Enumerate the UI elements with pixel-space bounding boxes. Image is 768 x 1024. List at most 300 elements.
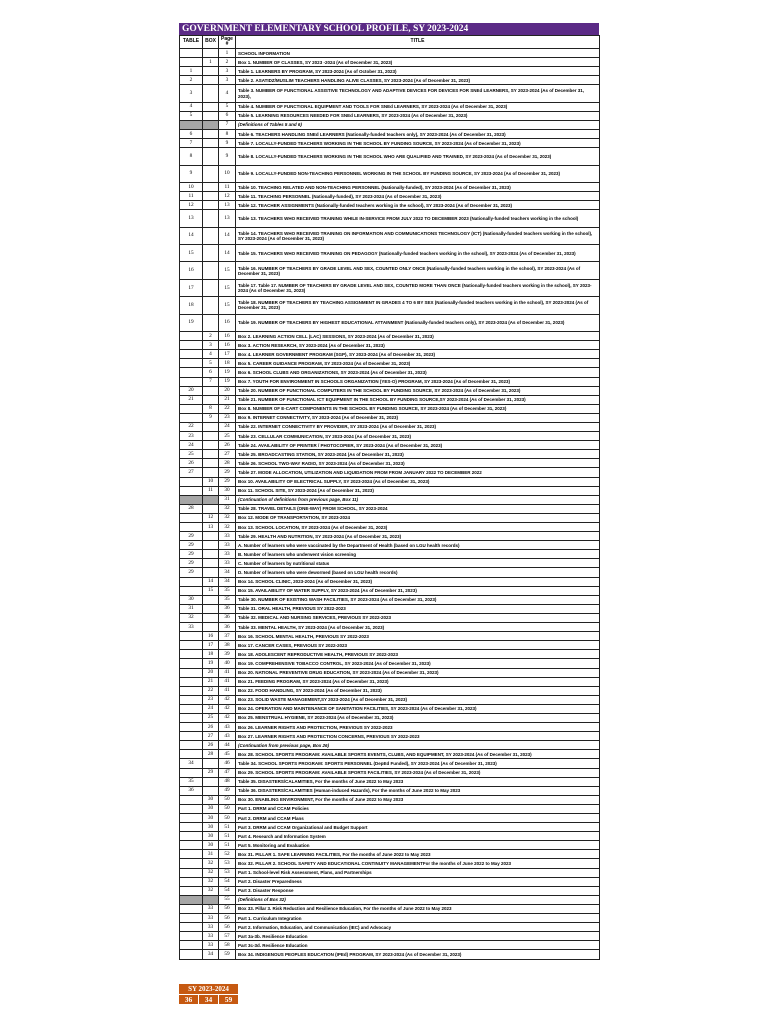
cell-table-number: 34 xyxy=(180,759,203,768)
cell-table-number xyxy=(180,513,203,522)
cell-page-number: 43 xyxy=(219,732,236,741)
table-row xyxy=(180,413,600,422)
cell-box-number xyxy=(203,441,219,450)
cell-table-number: 2 xyxy=(180,76,203,85)
cell-box-number xyxy=(203,759,219,768)
table-row xyxy=(180,532,600,541)
cell-page-number: 22 xyxy=(219,404,236,413)
cell-page-number: 33 xyxy=(219,541,236,550)
cell-page-number: 49 xyxy=(219,786,236,795)
table-row xyxy=(180,804,600,813)
cell-table-number xyxy=(180,586,203,595)
cell-table-number: 27 xyxy=(180,468,203,477)
cell-title: Table 7. LOCALLY-FUNDED TEACHERS WORKING IN THE SCHOOL BY FUNDING SOURCE, SY 2023-2024 (As of December 31, 2023) xyxy=(236,139,600,148)
table-row xyxy=(180,677,600,686)
cell-table-number: 33 xyxy=(180,623,203,632)
cell-box-number xyxy=(203,130,219,139)
table-row xyxy=(180,111,600,120)
table-row xyxy=(180,814,600,823)
table-row xyxy=(180,504,600,513)
cell-table-number xyxy=(180,832,203,841)
cell-page-number: 36 xyxy=(219,604,236,613)
cell-title: SCHOOL INFORMATION xyxy=(236,49,600,58)
table-row xyxy=(180,139,600,148)
cell-title: Box 12. MODE OF TRANSPORTATION, SY 2023-2024 xyxy=(236,513,600,522)
cell-page-number: 36 xyxy=(219,623,236,632)
cell-title: Box 34. INDIGENOUS PEOPLES EDUCATION (IPEd) PROGRAM, SY 2023-2024 (As of December 31, 2023) xyxy=(236,950,600,959)
table-row xyxy=(180,441,600,450)
header-title: TITLE xyxy=(236,36,600,49)
table-row xyxy=(180,786,600,795)
cell-title: Box 22. FOOD HANDLING, SY 2023-2024 (As of December 31, 2023) xyxy=(236,686,600,695)
cell-page-number: 43 xyxy=(219,723,236,732)
cell-title: (Definitions of Box 32) xyxy=(236,895,600,904)
cell-box-number xyxy=(203,85,219,102)
cell-title: Table 35. DISASTERS/CALAMITIES, For the months of June 2022 to May 2023 xyxy=(236,777,600,786)
cell-page-number: 8 xyxy=(219,130,236,139)
summary-box-count: 34 xyxy=(198,995,218,1004)
cell-page-number: 35 xyxy=(219,586,236,595)
cell-box-number: 16 xyxy=(203,632,219,641)
cell-page-number: 10 xyxy=(219,165,236,182)
cell-table-number xyxy=(180,904,203,913)
cell-title: Table 18. NUMBER OF TEACHERS BY TEACHING ASSIGNMENT IN GRADES 4 TO 6 BY SEX (Nationally-funded teachers working in the school), SY 2023-2024 (As of December 31, 2023) xyxy=(236,297,600,314)
cell-page-number: 24 xyxy=(219,422,236,431)
cell-page-number: 36 xyxy=(219,613,236,622)
cell-page-number: 9 xyxy=(219,139,236,148)
cell-box-number xyxy=(203,76,219,85)
cell-table-number: 31 xyxy=(180,604,203,613)
table-row xyxy=(180,227,600,244)
cell-title: Table 5. LEARNING RESOURCES NEEDED FOR SNEd LEARNERS, SY 2023-2024 (As of December 31, 2023) xyxy=(236,111,600,120)
table-row xyxy=(180,868,600,877)
cell-box-number xyxy=(203,192,219,201)
cell-box-number: 9 xyxy=(203,413,219,422)
table-row xyxy=(180,859,600,868)
table-row xyxy=(180,659,600,668)
cell-table-number xyxy=(180,923,203,932)
cell-page-number: 14 xyxy=(219,245,236,262)
cell-table-number: 4 xyxy=(180,102,203,111)
table-row xyxy=(180,67,600,76)
cell-title: Table 13. TEACHERS WHO RECEIVED TRAINING WHILE IN-SERVICE FROM JULY 2022 TO DECEMBER 2023 (Nationally-funded teachers working in the school) xyxy=(236,210,600,227)
cell-box-number: 30 xyxy=(203,804,219,813)
cell-table-number: 29 xyxy=(180,550,203,559)
cell-page-number: 57 xyxy=(219,932,236,941)
cell-table-number xyxy=(180,750,203,759)
cell-page-number: 45 xyxy=(219,750,236,759)
cell-box-number: 30 xyxy=(203,823,219,832)
table-row xyxy=(180,732,600,741)
cell-box-number: 23 xyxy=(203,695,219,704)
table-row xyxy=(180,201,600,210)
cell-title: Box 28. SCHOOL SPORTS PROGRAM: AVAILABLE SPORTS EVENTS, CLUBS, AND EQUIPMENT, SY 2023-2024 (As of December 31, 2023) xyxy=(236,750,600,759)
cell-page-number: 21 xyxy=(219,395,236,404)
cell-page-number: 37 xyxy=(219,632,236,641)
cell-page-number: 17 xyxy=(219,350,236,359)
table-row xyxy=(180,477,600,486)
cell-title: Table 32. MEDICAL AND NURSING SERVICES, PREVIOUS SY 2022-2023 xyxy=(236,613,600,622)
cell-box-number: 33 xyxy=(203,923,219,932)
cell-title: Table 16. NUMBER OF TEACHERS BY GRADE LEVEL AND SEX, COUNTED ONLY ONCE (Nationally-funded teachers working in the school), SY 2023-2024 (As of December 31, 2023) xyxy=(236,262,600,279)
cell-box-number xyxy=(203,165,219,182)
table-row xyxy=(180,377,600,386)
cell-box-number: 20 xyxy=(203,668,219,677)
cell-table-number: 6 xyxy=(180,130,203,139)
cell-page-number: 4 xyxy=(219,85,236,102)
cell-page-number: 15 xyxy=(219,279,236,296)
cell-title: Box 7. YOUTH FOR ENVIRONMENT IN SCHOOLS ORGANIZATION (YES-O) PROGRAM, SY 2023-2024 (As of December 31, 2023) xyxy=(236,377,600,386)
cell-table-number: 29 xyxy=(180,568,203,577)
cell-table-number: 20 xyxy=(180,386,203,395)
cell-page-number: 7 xyxy=(219,120,236,129)
cell-box-number: 32 xyxy=(203,877,219,886)
cell-table-number: 29 xyxy=(180,559,203,568)
cell-title: D. Number of learners who were dewormed (based on LGU health records) xyxy=(236,568,600,577)
summary-table-count: 36 xyxy=(184,995,193,1004)
table-row xyxy=(180,85,600,102)
cell-title: Box 4. LEARNER GOVERNMENT PROGRAM (SGP), SY 2023-2024 (As of December 31, 2023) xyxy=(236,350,600,359)
cell-box-number xyxy=(203,550,219,559)
cell-table-number xyxy=(180,632,203,641)
cell-box-number: 31 xyxy=(203,850,219,859)
table-row xyxy=(180,623,600,632)
profile-index-sheet xyxy=(179,23,599,960)
cell-box-number: 33 xyxy=(203,932,219,941)
cell-page-number: 34 xyxy=(219,568,236,577)
cell-table-number xyxy=(180,877,203,886)
cell-page-number: 9 xyxy=(219,148,236,165)
cell-table-number xyxy=(180,120,203,129)
cell-title: Box 21. FEEDING PROGRAM, SY 2023-2024 (As of December 31, 2023) xyxy=(236,677,600,686)
cell-page-number: 32 xyxy=(219,523,236,532)
table-row xyxy=(180,850,600,859)
cell-table-number xyxy=(180,932,203,941)
cell-table-number xyxy=(180,804,203,813)
cell-title: (Continuation from previous page, Box 26) xyxy=(236,741,600,750)
cell-title: Table 10. TEACHING RELATED AND NON-TEACHING PERSONNEL (Nationally-funded), SY 2023-2024 (As of December 31, 2023) xyxy=(236,183,600,192)
cell-title: Part 4. Research and Information System xyxy=(236,832,600,841)
cell-box-number xyxy=(203,786,219,795)
table-row xyxy=(180,495,600,504)
cell-title: Part 3. Disaster Response xyxy=(236,886,600,895)
cell-box-number xyxy=(203,314,219,331)
cell-page-number: 38 xyxy=(219,641,236,650)
cell-title: Table 11. TEACHING PERSONNEL (Nationally-funded), SY 2023-2024 (As of December 31, 2023) xyxy=(236,192,600,201)
cell-page-number: 40 xyxy=(219,659,236,668)
table-row xyxy=(180,314,600,331)
table-row xyxy=(180,559,600,568)
cell-title: Table 9. LOCALLY-FUNDED NON-TEACHING PERSONNEL WORKING IN THE SCHOOL BY FUNDING SOURCE, SY 2023-2024 (As of December 31, 2023) xyxy=(236,165,600,182)
summary-page-count: 59 xyxy=(218,995,238,1004)
table-row xyxy=(180,148,600,165)
cell-box-number xyxy=(203,623,219,632)
cell-table-number xyxy=(180,868,203,877)
cell-title: Part 1. Curriculum Integration xyxy=(236,914,600,923)
cell-table-number: 1 xyxy=(180,67,203,76)
cell-table-number xyxy=(180,823,203,832)
table-row xyxy=(180,923,600,932)
cell-page-number: 33 xyxy=(219,559,236,568)
cell-table-number: 10 xyxy=(180,183,203,192)
header-row xyxy=(180,36,600,49)
cell-box-number: 22 xyxy=(203,686,219,695)
cell-box-number xyxy=(203,227,219,244)
cell-page-number: 25 xyxy=(219,432,236,441)
cell-table-number: 32 xyxy=(180,613,203,622)
cell-table-number xyxy=(180,413,203,422)
cell-box-number: 6 xyxy=(203,368,219,377)
cell-box-number xyxy=(203,201,219,210)
cell-title: Box 3. ACTION RESEARCH, SY 2023-2024 (As of December 31, 2023) xyxy=(236,341,600,350)
cell-box-number: 32 xyxy=(203,886,219,895)
cell-title: Box 33. Pillar 3. Risk Reduction and Resilience Education, For the months of June 2022 to May 2023 xyxy=(236,904,600,913)
cell-table-number xyxy=(180,332,203,341)
cell-table-number: 24 xyxy=(180,441,203,450)
cell-box-number: 13 xyxy=(203,523,219,532)
cell-table-number: 5 xyxy=(180,111,203,120)
cell-table-number xyxy=(180,686,203,695)
cell-title: Table 36. DISASTERS/CALAMITIES (Human-induced Hazards), For the months of June 2022 to May 2023 xyxy=(236,786,600,795)
cell-box-number: 33 xyxy=(203,941,219,950)
cell-table-number: 9 xyxy=(180,165,203,182)
table-row xyxy=(180,759,600,768)
cell-page-number: 51 xyxy=(219,841,236,850)
table-row xyxy=(180,768,600,777)
cell-table-number xyxy=(180,941,203,950)
cell-title: Box 24. OPERATION AND MAINTENANCE OF SANITATION FACILITIES, SY 2023-2024 (As of December 31, 2023) xyxy=(236,704,600,713)
cell-title: Table 15. TEACHERS WHO RECEIVED TRAINING ON PEDAGOGY (Nationally-funded teachers working in the school), SY 2023-2024 (As of December 31, 2023) xyxy=(236,245,600,262)
cell-title: Table 25. BROADCASTING STATION, SY 2023-2024 (As of December 31, 2023) xyxy=(236,450,600,459)
cell-page-number: 12 xyxy=(219,192,236,201)
cell-table-number xyxy=(180,713,203,722)
cell-table-number xyxy=(180,668,203,677)
cell-title: Table 21. NUMBER OF FUNCTIONAL ICT EQUIPMENT IN THE SCHOOL BY FUNDING SOURCE,SY 2023-2024 (As of December 31, 2023) xyxy=(236,395,600,404)
cell-page-number: 16 xyxy=(219,332,236,341)
cell-title: Box 9. INTERNET CONNECTIVITY, SY 2023-2024 (As of December 31, 2023) xyxy=(236,413,600,422)
table-row xyxy=(180,58,600,67)
cell-box-number: 28 xyxy=(203,750,219,759)
table-row xyxy=(180,777,600,786)
cell-box-number xyxy=(203,262,219,279)
cell-title: Table 14. TEACHERS WHO RECEIVED TRAINING ON INFORMATION AND COMMUNICATIONS TECHNOLOGY (ICT) (Nationally-funded teachers working in the school), SY 2023-2024 (As of December 31, 2023) xyxy=(236,227,600,244)
table-row xyxy=(180,513,600,522)
table-row xyxy=(180,823,600,832)
cell-page-number: 50 xyxy=(219,814,236,823)
cell-page-number: 51 xyxy=(219,823,236,832)
cell-title: Table 23. CELLULAR COMMUNICATION, SY 2023-2024 (As of December 31, 2023) xyxy=(236,432,600,441)
cell-page-number: 54 xyxy=(219,877,236,886)
cell-table-number: 3 xyxy=(180,85,203,102)
table-row xyxy=(180,192,600,201)
table-row xyxy=(180,550,600,559)
cell-box-number xyxy=(203,120,219,129)
cell-page-number: 47 xyxy=(219,768,236,777)
cell-box-number xyxy=(203,459,219,468)
cell-page-number: 39 xyxy=(219,650,236,659)
cell-box-number: 33 xyxy=(203,904,219,913)
cell-table-number: 11 xyxy=(180,192,203,201)
cell-title: B. Number of learners who underwent vision screening xyxy=(236,550,600,559)
cell-title: Part 2. Information, Education, and Communication (IEC) and Advocacy xyxy=(236,923,600,932)
cell-title: Box 23. SOLID WASTE MANAGEMENT,SY 2023-2024 (As of December 31, 2023) xyxy=(236,695,600,704)
cell-title: Part 5. Monitoring and Evaluation xyxy=(236,841,600,850)
cell-title: Part 1. DRRM and CCAM Policies xyxy=(236,804,600,813)
cell-title: Box 11. SCHOOL SITE, SY 2023-2024 (As of December 31, 2023) xyxy=(236,486,600,495)
cell-box-number xyxy=(203,777,219,786)
table-row xyxy=(180,468,600,477)
cell-table-number xyxy=(180,477,203,486)
cell-title: Table 1. LEARNERS BY PROGRAM, SY 2023-2024 (As of October 31, 2023) xyxy=(236,67,600,76)
table-row xyxy=(180,632,600,641)
cell-title: Box 19. COMPREHENSIVE TOBACCO CONTROL, SY 2023-2024 (As of December 31, 2023) xyxy=(236,659,600,668)
cell-page-number: 42 xyxy=(219,704,236,713)
table-row xyxy=(180,877,600,886)
cell-table-number: 14 xyxy=(180,227,203,244)
cell-box-number xyxy=(203,613,219,622)
cell-table-number xyxy=(180,377,203,386)
cell-table-number xyxy=(180,841,203,850)
cell-page-number: 13 xyxy=(219,201,236,210)
cell-title: A. Number of learners who were vaccinated by the Department of Health (based on LGU health records) xyxy=(236,541,600,550)
cell-title: Box 14. SCHOOL CLINIC, 2023-2024 (As of December 31, 2023) xyxy=(236,577,600,586)
header-page: Page # xyxy=(219,36,236,49)
summary-box xyxy=(179,984,238,1004)
cell-box-number xyxy=(203,422,219,431)
cell-box-number xyxy=(203,895,219,904)
table-row xyxy=(180,450,600,459)
cell-table-number xyxy=(180,49,203,58)
cell-page-number: 1 xyxy=(219,49,236,58)
table-row xyxy=(180,183,600,192)
cell-box-number: 30 xyxy=(203,795,219,804)
cell-table-number: 15 xyxy=(180,245,203,262)
header-table: TABLE xyxy=(180,36,203,49)
cell-box-number: 5 xyxy=(203,359,219,368)
cell-box-number: 7 xyxy=(203,377,219,386)
table-row xyxy=(180,704,600,713)
cell-table-number: 22 xyxy=(180,422,203,431)
table-row xyxy=(180,523,600,532)
cell-page-number: 56 xyxy=(219,914,236,923)
cell-title: Box 15. AVAILABILITY OF WATER SUPPLY, SY 2023-2024 (As of December 31, 2023) xyxy=(236,586,600,595)
cell-page-number: 48 xyxy=(219,777,236,786)
cell-page-number: 46 xyxy=(219,759,236,768)
cell-box-number: 25 xyxy=(203,713,219,722)
cell-page-number: 31 xyxy=(219,495,236,504)
cell-box-number: 29 xyxy=(203,768,219,777)
cell-table-number xyxy=(180,641,203,650)
cell-box-number: 15 xyxy=(203,586,219,595)
cell-page-number: 41 xyxy=(219,677,236,686)
cell-page-number: 27 xyxy=(219,450,236,459)
table-row xyxy=(180,686,600,695)
cell-page-number: 52 xyxy=(219,850,236,859)
table-row xyxy=(180,297,600,314)
cell-table-number xyxy=(180,950,203,959)
cell-box-number: 32 xyxy=(203,868,219,877)
cell-page-number: 15 xyxy=(219,262,236,279)
cell-table-number xyxy=(180,359,203,368)
cell-page-number: 41 xyxy=(219,668,236,677)
cell-page-number: 16 xyxy=(219,341,236,350)
cell-page-number: 55 xyxy=(219,895,236,904)
table-row xyxy=(180,422,600,431)
cell-title: Box 16. SCHOOL MENTAL HEALTH, PREVIOUS SY 2022-2023 xyxy=(236,632,600,641)
cell-page-number: 56 xyxy=(219,923,236,932)
table-row xyxy=(180,650,600,659)
cell-table-number: 18 xyxy=(180,297,203,314)
cell-title: Box 32. PILLAR 2. SCHOOL SAFETY AND EDUCATIONAL CONTINUITY MANAGEMENTFor the months of June 2022 to May 2023 xyxy=(236,859,600,868)
table-row xyxy=(180,904,600,913)
cell-box-number: 26 xyxy=(203,741,219,750)
table-row xyxy=(180,245,600,262)
cell-page-number: 5 xyxy=(219,102,236,111)
cell-box-number: 24 xyxy=(203,704,219,713)
summary-counts xyxy=(179,995,238,1004)
cell-page-number: 3 xyxy=(219,67,236,76)
cell-page-number: 19 xyxy=(219,368,236,377)
cell-box-number: 11 xyxy=(203,486,219,495)
cell-page-number: 54 xyxy=(219,886,236,895)
cell-title: Box 29. SCHOOL SPORTS PROGRAM: AVAILABLE SPORTS FACILITIES, SY 2023-2024 (As of December 31, 2023) xyxy=(236,768,600,777)
cell-box-number: 26 xyxy=(203,723,219,732)
cell-box-number: 8 xyxy=(203,404,219,413)
cell-table-number: 29 xyxy=(180,532,203,541)
cell-box-number: 17 xyxy=(203,641,219,650)
cell-table-number: 19 xyxy=(180,314,203,331)
cell-table-number xyxy=(180,732,203,741)
cell-table-number: 7 xyxy=(180,139,203,148)
cell-table-number xyxy=(180,859,203,868)
cell-table-number xyxy=(180,677,203,686)
cell-box-number xyxy=(203,604,219,613)
cell-title: Table 17. Table 17. NUMBER OF TEACHERS BY GRADE LEVEL AND SEX, COUNTED MORE THAN ONCE (Nationally-funded teachers working in the school), SY 2023-2024 (As of December 31, 2023) xyxy=(236,279,600,296)
table-row xyxy=(180,577,600,586)
cell-box-number xyxy=(203,102,219,111)
table-row xyxy=(180,950,600,959)
cell-page-number: 6 xyxy=(219,111,236,120)
cell-box-number: 2 xyxy=(203,332,219,341)
cell-title: Table 30. NUMBER OF EXISTING WASH FACILITIES, SY 2023-2024 (As of December 31, 2023) xyxy=(236,595,600,604)
cell-page-number: 56 xyxy=(219,904,236,913)
cell-title: Table 27. MODE ALLOCATION, UTILIZATION AND LIQUIDATION FROM FROM JANUARY 2022 TO DECEMBER 2022 xyxy=(236,468,600,477)
cell-page-number: 2 xyxy=(219,58,236,67)
cell-box-number: 32 xyxy=(203,859,219,868)
cell-table-number: 35 xyxy=(180,777,203,786)
cell-title: Table 29. HEALTH AND NUTRITION, SY 2023-2024 (As of December 31, 2023) xyxy=(236,532,600,541)
cell-box-number xyxy=(203,111,219,120)
cell-title: Part 3a-3b. Resilience Education xyxy=(236,932,600,941)
cell-title: Part 3. DRRM and CCAM Organizational and Budget Support xyxy=(236,823,600,832)
table-row xyxy=(180,350,600,359)
cell-box-number xyxy=(203,468,219,477)
cell-page-number: 26 xyxy=(219,441,236,450)
cell-box-number: 30 xyxy=(203,841,219,850)
cell-page-number: 20 xyxy=(219,386,236,395)
cell-box-number xyxy=(203,297,219,314)
cell-title: Table 31. ORAL HEALTH, PREVIOUS SY 2022-2023 xyxy=(236,604,600,613)
cell-page-number: 42 xyxy=(219,713,236,722)
table-row xyxy=(180,832,600,841)
cell-table-number: 12 xyxy=(180,201,203,210)
cell-title: Table 22. INTERNET CONNECTIVITY BY PROVIDER, SY 2023-2024 (As of December 31, 2023) xyxy=(236,422,600,431)
cell-table-number xyxy=(180,523,203,532)
table-row xyxy=(180,914,600,923)
cell-page-number: 42 xyxy=(219,695,236,704)
cell-title: Table 28. TRAVEL DETAILS (ONE-WAY) FROM SCHOOL, SY 2023-2024 xyxy=(236,504,600,513)
cell-page-number: 29 xyxy=(219,468,236,477)
